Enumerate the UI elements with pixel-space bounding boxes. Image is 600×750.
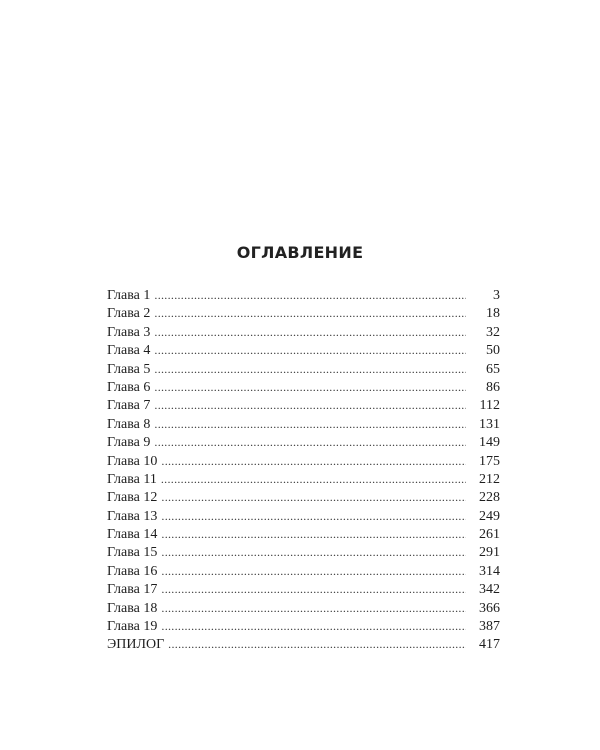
toc-entry-label: Глава 11 — [107, 471, 157, 487]
toc-entry — [107, 433, 500, 451]
toc-entry — [107, 396, 500, 414]
toc-entry-label: Глава 6 — [107, 379, 151, 395]
dot-leader — [161, 599, 466, 617]
dot-leader — [154, 433, 466, 451]
dot-leader — [161, 470, 466, 488]
toc-entry — [107, 599, 500, 617]
toc-entry — [107, 286, 500, 304]
toc-entry-label: Глава 16 — [107, 563, 158, 579]
dot-leader — [168, 635, 466, 653]
toc-entry-page-number: 50 — [486, 343, 500, 359]
toc-entry-page-number: 18 — [486, 306, 500, 322]
toc-entry-page-number: 131 — [479, 416, 500, 432]
toc-entry-page-number: 228 — [479, 490, 500, 506]
table-of-contents — [107, 286, 500, 654]
toc-entry — [107, 562, 500, 580]
toc-entry-page-number: 212 — [479, 471, 500, 487]
toc-entry-page-number: 149 — [479, 435, 500, 451]
toc-entry-page-number: 249 — [479, 508, 500, 524]
toc-entry-label: Глава 1 — [107, 288, 151, 303]
toc-entry-label: Глава 19 — [107, 619, 158, 635]
dot-leader — [154, 286, 466, 304]
dot-leader — [161, 543, 466, 561]
toc-entry-label: Глава 17 — [107, 582, 158, 598]
dot-leader — [161, 580, 466, 598]
dot-leader — [154, 341, 466, 359]
toc-entry-label: Глава 12 — [107, 490, 158, 506]
toc-entry — [107, 378, 500, 396]
dot-leader — [161, 452, 466, 470]
toc-entry-page-number: 112 — [479, 398, 500, 414]
dot-leader — [154, 378, 466, 396]
dot-leader — [161, 525, 466, 543]
toc-entry-page-number: 417 — [479, 637, 500, 653]
toc-entry — [107, 617, 500, 635]
toc-entry — [107, 543, 500, 561]
toc-entry-label: Глава 3 — [107, 324, 151, 340]
toc-entry — [107, 341, 500, 359]
dot-leader — [154, 360, 466, 378]
toc-entry — [107, 304, 500, 322]
toc-entry — [107, 488, 500, 506]
toc-entry-label: Глава 15 — [107, 545, 158, 561]
toc-entry-label: Глава 14 — [107, 527, 158, 543]
toc-heading: ОГЛАВЛЕНИЕ — [236, 243, 364, 262]
toc-entry — [107, 415, 500, 433]
toc-entry — [107, 580, 500, 598]
dot-leader — [154, 396, 466, 414]
toc-entry — [107, 507, 500, 525]
toc-entry — [107, 525, 500, 543]
toc-entry-page-number: 65 — [486, 361, 500, 377]
toc-entry-page-number: 314 — [479, 563, 500, 579]
toc-entry-label: Глава 8 — [107, 416, 151, 432]
toc-entry-label: ЭПИЛОГ — [107, 637, 165, 653]
toc-entry-page-number: 291 — [479, 545, 500, 561]
toc-entry — [107, 635, 500, 653]
dot-leader — [154, 323, 466, 341]
toc-entry-label: Глава 4 — [107, 343, 151, 359]
toc-entry-page-number: 342 — [479, 582, 500, 598]
dot-leader — [154, 415, 466, 433]
toc-entry-label: Глава 13 — [107, 508, 158, 524]
toc-entry-label: Глава 9 — [107, 435, 151, 451]
toc-entry-label: Глава 7 — [107, 398, 151, 414]
toc-entry-page-number: 3 — [493, 288, 500, 303]
dot-leader — [161, 507, 466, 525]
toc-entry-label: Глава 10 — [107, 453, 158, 469]
toc-entry — [107, 323, 500, 341]
dot-leader — [154, 304, 466, 322]
toc-entry-page-number: 366 — [479, 600, 500, 616]
toc-entry — [107, 452, 500, 470]
dot-leader — [161, 562, 466, 580]
toc-entry-page-number: 175 — [479, 453, 500, 469]
dot-leader — [161, 617, 466, 635]
toc-entry-label: Глава 18 — [107, 600, 158, 616]
toc-entry-label: Глава 5 — [107, 361, 151, 377]
toc-entry-label: Глава 2 — [107, 306, 151, 322]
toc-entry-page-number: 387 — [479, 619, 500, 635]
toc-entry-page-number: 86 — [486, 379, 500, 395]
toc-entry — [107, 470, 500, 488]
toc-entry-page-number: 261 — [479, 527, 500, 543]
dot-leader — [161, 488, 466, 506]
toc-entry-page-number: 32 — [486, 324, 500, 340]
toc-entry — [107, 360, 500, 378]
